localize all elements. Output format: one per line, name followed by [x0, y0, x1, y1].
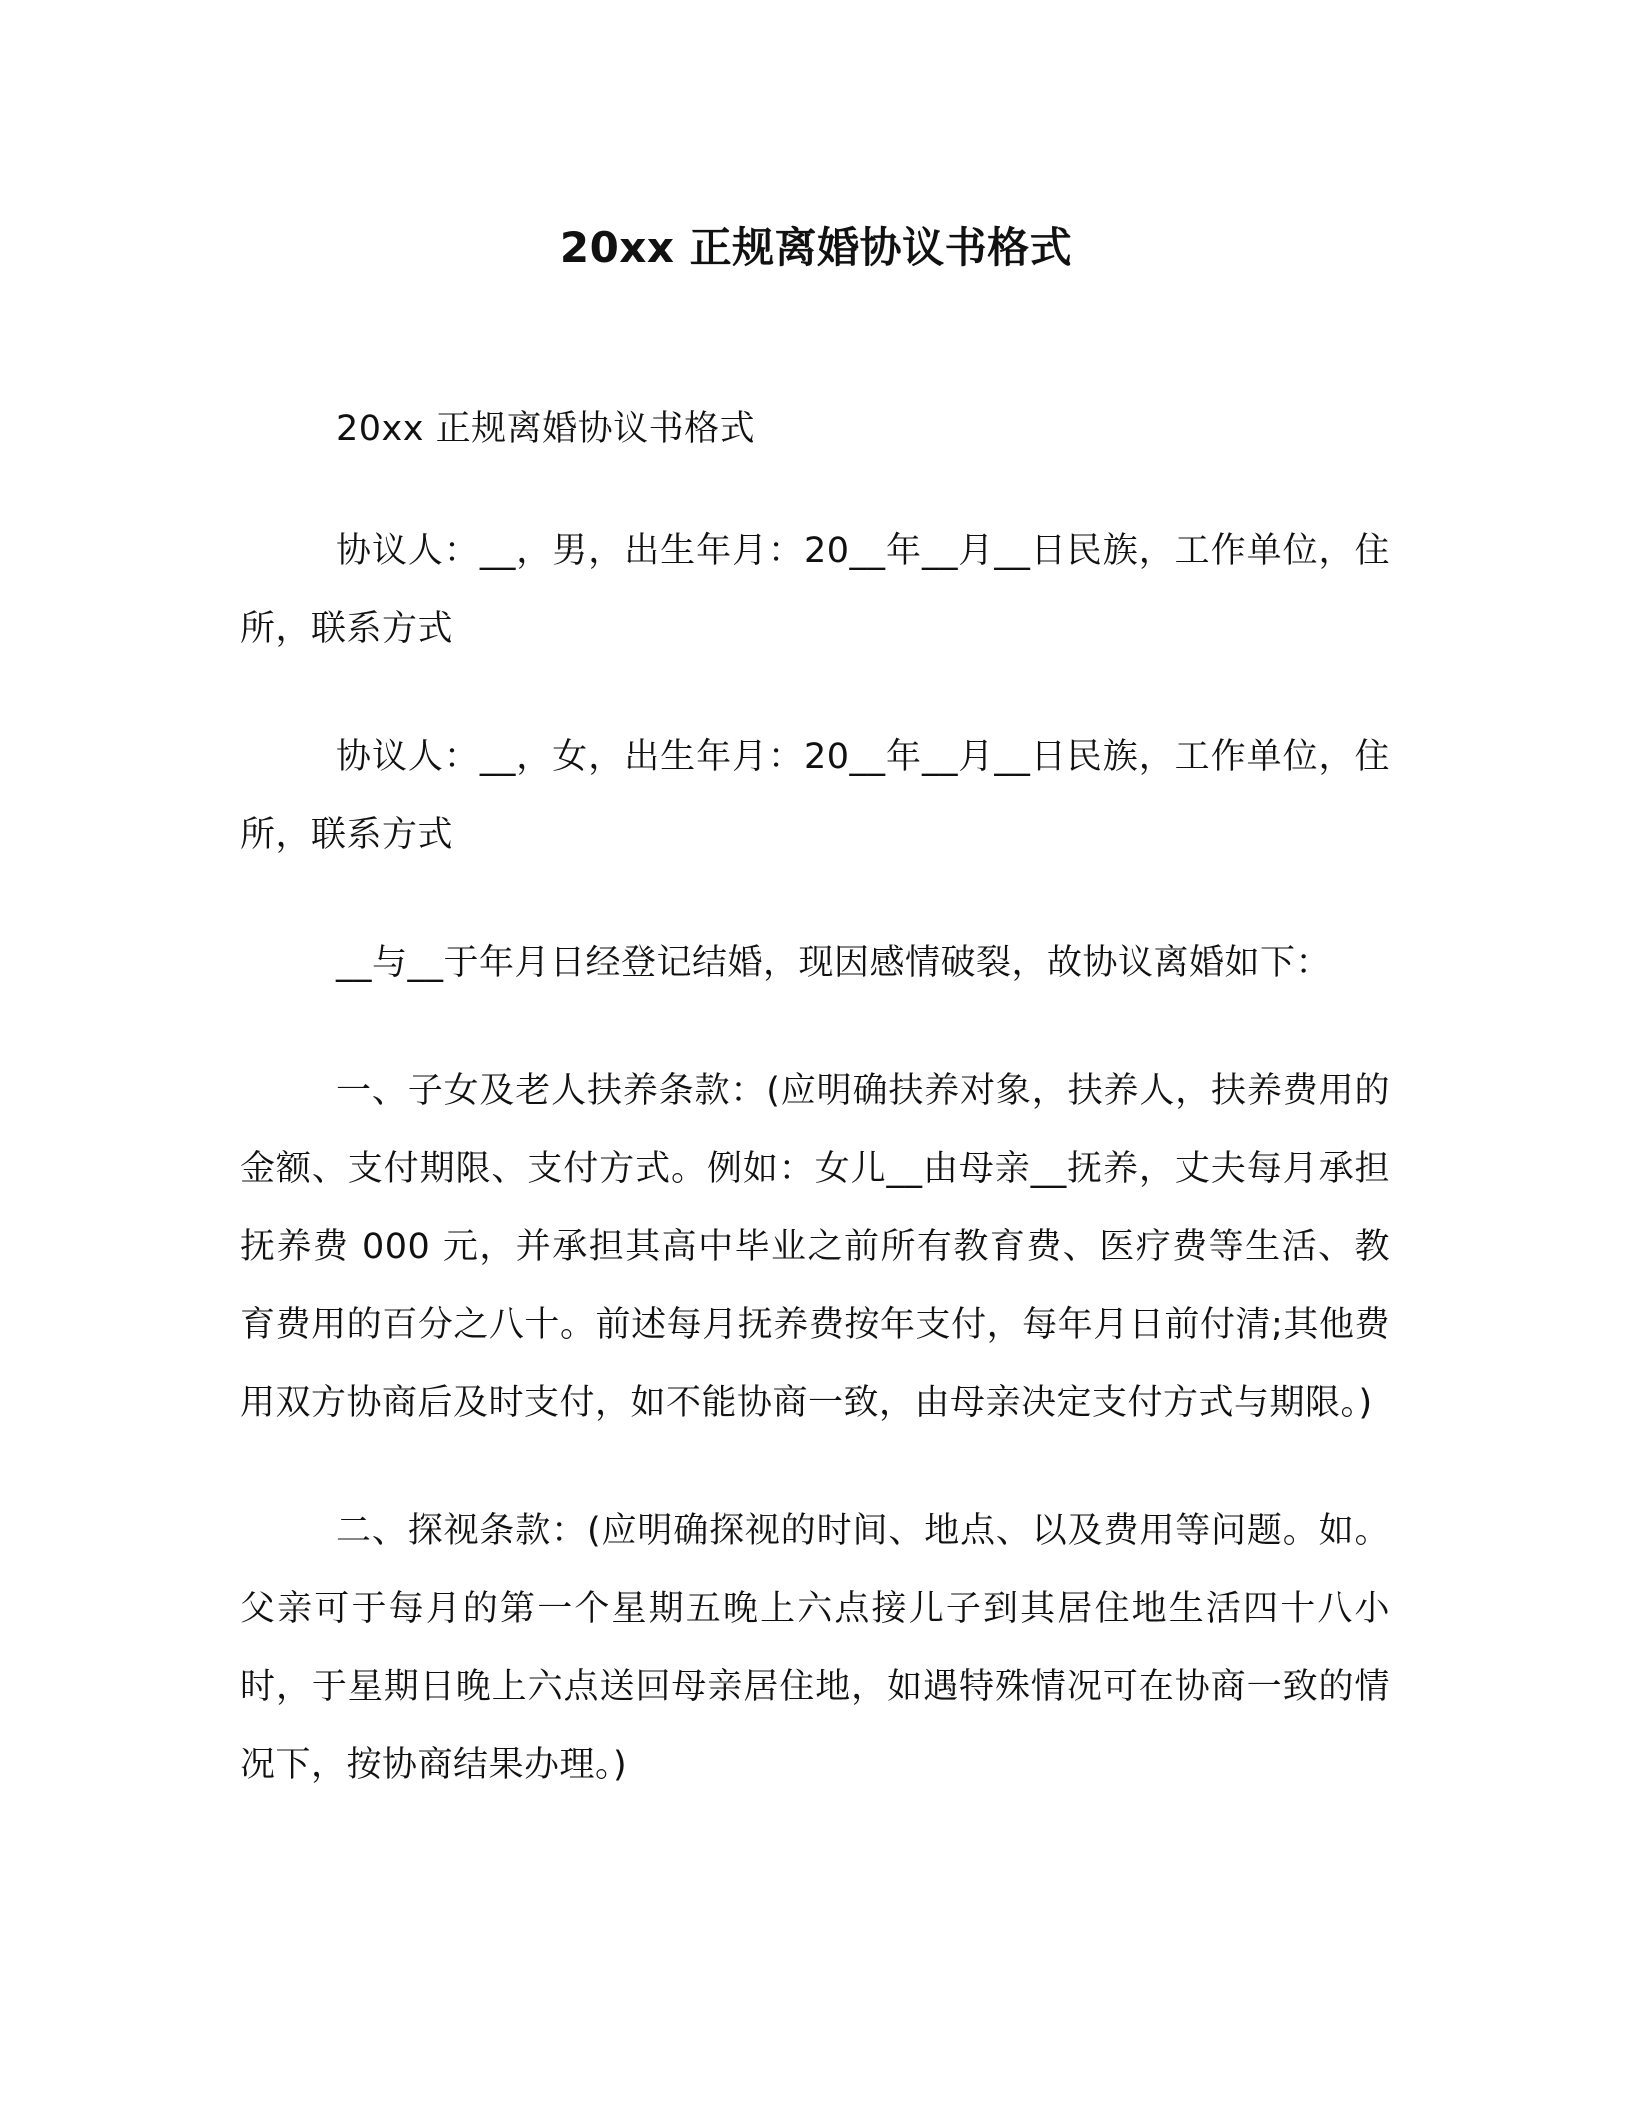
paragraph-subtitle: 20xx 正规离婚协议书格式 — [336, 409, 756, 449]
paragraph-child-support-clause: 一、子女及老人扶养条款：(应明确扶养对象，扶养人，扶养费用的金额、支付期限、支付方式。例如：女儿__由母亲__抚养，丈夫每月承担抚养费 000 元，并承担其高中毕业之前所有教育费、医疗费等生活、教育费用的百分之八十。前述每月抚养费按年支付，每年月日前付清;其他费用双方协商后及时支付，如不能协商一致，由母亲决定支付方式与期限。) — [240, 1071, 1390, 1423]
paragraph-party-female: 协议人：__，女，出生年月：20__年__月__日民族，工作单位，住所，联系方式 — [240, 737, 1390, 855]
paragraph-marriage-statement: __与__于年月日经登记结婚，现因感情破裂，故协议离婚如下： — [336, 943, 1332, 983]
paragraph-visitation-clause: 二、探视条款：(应明确探视的时间、地点、以及费用等问题。如。父亲可于每月的第一个星期五晚上六点接儿子到其居住地生活四十八小时，于星期日晚上六点送回母亲居住地，如遇特殊情况可在协商一致的情况下，按协商结果办理。) — [240, 1511, 1390, 1785]
document-title: 20xx 正规离婚协议书格式 — [559, 223, 1073, 272]
document-body — [240, 390, 1390, 1854]
paragraph-party-male: 协议人：__，男，出生年月：20__年__月__日民族，工作单位，住所，联系方式 — [240, 531, 1390, 649]
